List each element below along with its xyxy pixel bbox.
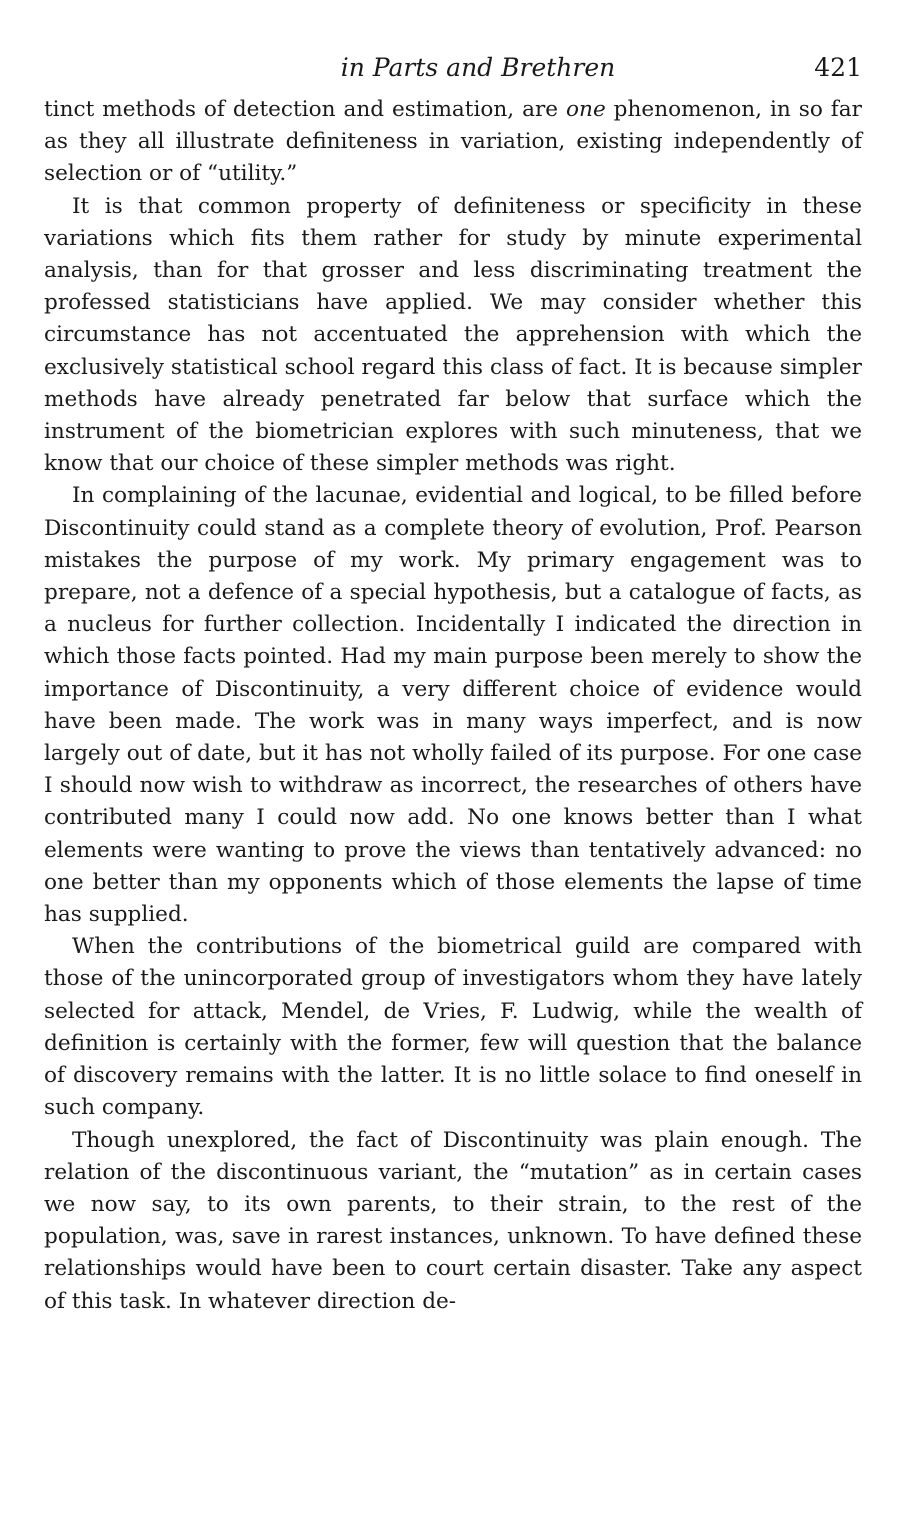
running-head <box>44 46 862 90</box>
paragraph-2: It is that common property of definiteness or specificity in these variations which fits them rather for study by minute experimental analysis, than for that grosser and less discriminating treatment the professed statisticians have applied. We may consider whether this circumstance has not accentuated the apprehension with which the exclusively statistical school regard this class of fact. It is because simpler methods have already penetrated far below that surface which the instrument of the biometrician explores with such minuteness, that we know that our choice of these simpler methods was right. <box>44 193 862 477</box>
page-number: 421 <box>814 53 862 82</box>
paragraph-4: When the contributions of the biometrical guild are compared with those of the unincorporated group of investigators whom they have lately selected for attack, Mendel, de Vries, F. Ludwig, while the wealth of definition is certainly with the former, few will question that the balance of discovery remains with the latter. It is no little solace to find oneself in such company. <box>44 934 862 1121</box>
paragraph-1-text: tinct methods of detection and estimation, are <box>44 97 567 122</box>
book-page <box>44 46 862 1318</box>
paragraph-1-text-continued: phenomenon, in so far as they all illustrate definiteness in variation, existing independently of selection or of “utility.” <box>44 97 862 187</box>
body-text <box>44 94 862 1318</box>
running-title: in Parts and Brethren <box>340 53 616 82</box>
paragraph-1-emphasis: one <box>566 97 606 122</box>
paragraph-5: Though unexplored, the fact of Discontinuity was plain enough. The relation of the discontinuous variant, the “mutation” as in certain cases we now say, to its own parents, to their strain, to the rest of the population, was, save in rarest instances, unknown. To have defined these relationships would have been to court certain disaster. Take any aspect of this task. In whatever direction de- <box>44 1127 862 1314</box>
paragraph-3: In complaining of the lacunae, evidential and logical, to be filled before Discontinuity could stand as a complete theory of evolution, Prof. Pearson mistakes the purpose of my work. My primary engagement was to prepare, not a defence of a special hypothesis, but a catalogue of facts, as a nucleus for further collection. Incidentally I indicated the direction in which those facts pointed. Had my main purpose been merely to show the importance of Discontinuity, a very different choice of evidence would have been made. The work was in many ways imperfect, and is now largely out of date, but it has not wholly failed of its purpose. For one case I should now wish to withdraw as incorrect, the researches of others have contributed many I could now add. No one knows better than I what elements were wanting to prove the views than tentatively advanced: no one better than my opponents which of those elements the lapse of time has supplied. <box>44 483 862 928</box>
paragraph-1 <box>44 94 862 191</box>
